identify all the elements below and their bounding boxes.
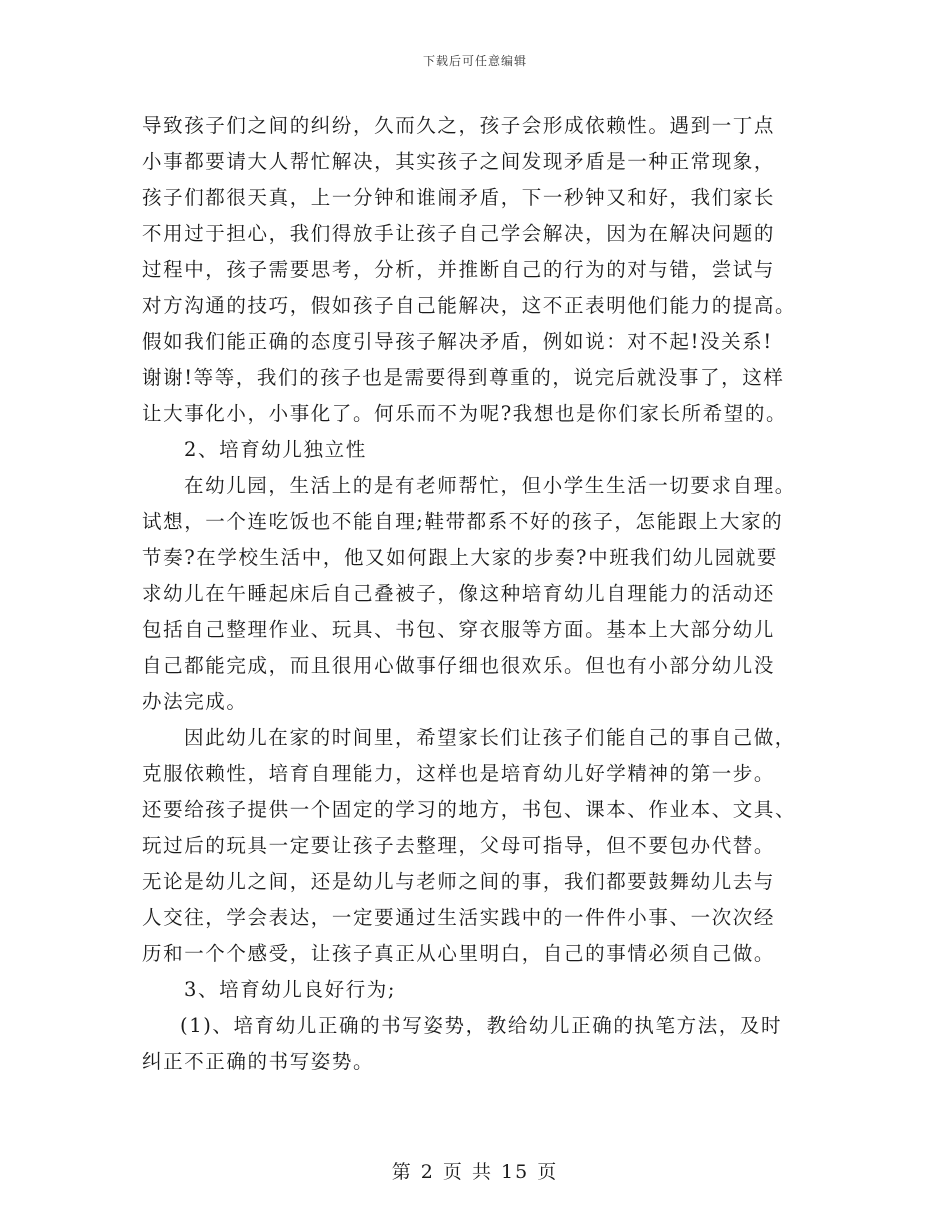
text-line: 孩子们都很天真，上一分钟和谁闹矛盾，下一秒钟又和好，我们家长: [142, 186, 776, 209]
text-line: 让大事化小，小事化了。何乐而不为呢?我想也是你们家长所希望的。: [142, 402, 788, 425]
text-line: 克服依赖性，培育自理能力，这样也是培育幼儿好学精神的第一步。: [142, 762, 776, 785]
text-line: 节奏?在学校生活中，他又如何跟上大家的步奏?中班我们幼儿园就要: [142, 546, 779, 569]
text-line: 不用过于担心，我们得放手让孩子自己学会解决，因为在解决问题的: [142, 222, 776, 245]
text-line: 纠正不正确的书写姿势。: [142, 1050, 375, 1073]
section-heading: 3、培育幼儿良好行为;: [184, 978, 397, 1001]
text-line: 历和一个个感受，让孩子真正从心里明白，自己的事情必须自己做。: [142, 942, 776, 965]
text-line: 无论是幼儿之间，还是幼儿与老师之间的事，我们都要鼓舞幼儿去与: [142, 870, 776, 893]
text-line: 过程中，孩子需要思考，分析，并推断自己的行为的对与错，尝试与: [142, 258, 776, 281]
text-line: 自己都能完成，而且很用心做事仔细也很欢乐。但也有小部分幼儿没: [142, 654, 776, 677]
document-body: [142, 108, 822, 1080]
page-number: 第 2 页 共 15 页: [391, 1161, 559, 1183]
text-line: 试想，一个连吃饭也不能自理;鞋带都系不好的孩子，怎能跟上大家的: [142, 510, 784, 533]
text-line: 玩过后的玩具一定要让孩子去整理，父母可指导，但不要包办代替。: [142, 834, 776, 857]
section-heading: 2、培育幼儿独立性: [184, 438, 367, 461]
text-line: 对方沟通的技巧，假如孩子自己能解决，这不正表明他们能力的提高。: [142, 294, 797, 317]
text-line: 因此幼儿在家的时间里，希望家长们让孩子们能自己的事自己做，: [184, 726, 796, 749]
text-line: 包括自己整理作业、玩具、书包、穿衣服等方面。基本上大部分幼儿: [142, 618, 776, 641]
page-header: 下载后可任意编辑: [422, 54, 527, 68]
text-line: 还要给孩子提供一个固定的学习的地方，书包、课本、作业本、文具、: [142, 798, 797, 821]
text-line: 办法完成。: [142, 690, 248, 713]
text-line: 小事都要请大人帮忙解决，其实孩子之间发现矛盾是一种正常现象，: [142, 150, 776, 173]
text-line: 假如我们能正确的态度引导孩子解决矛盾，例如说：对不起!没关系!: [142, 330, 773, 353]
text-line: (1)、培育幼儿正确的书写姿势，教给幼儿正确的执笔方法，及时: [180, 1014, 783, 1037]
text-line: 人交往，学会表达，一定要通过生活实践中的一件件小事、一次次经: [142, 906, 776, 929]
text-line: 在幼儿园，生活上的是有老师帮忙，但小学生生活一切要求自理。: [184, 474, 796, 497]
text-line: 求幼儿在午睡起床后自己叠被子，像这种培育幼儿自理能力的活动还: [142, 582, 776, 605]
text-line: 谢谢!等等，我们的孩子也是需要得到尊重的，说完后就没事了，这样: [142, 366, 785, 389]
text-line: 导致孩子们之间的纠纷，久而久之，孩子会形成依赖性。遇到一丁点: [142, 114, 776, 137]
